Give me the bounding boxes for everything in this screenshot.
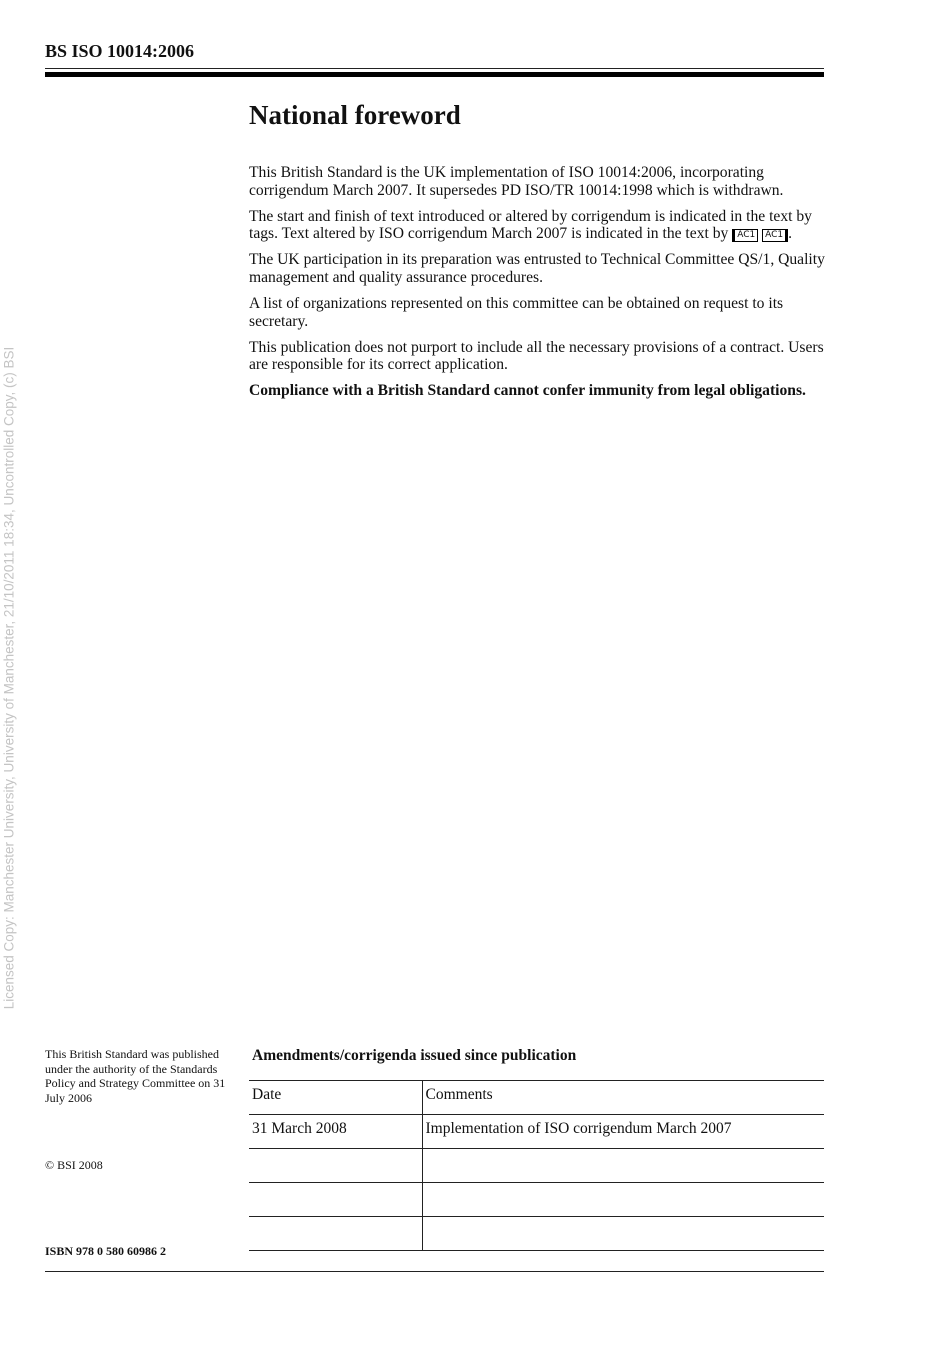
table-header-row <box>249 1081 824 1115</box>
date-cell <box>249 1149 422 1183</box>
corrigendum-close-tag: AC1 <box>762 229 788 242</box>
table-row <box>249 1217 824 1251</box>
paragraph: This British Standard is the UK implementation of ISO 10014:2006, incorporating corrigendum March 2007. It supersedes PD ISO/TR 10014:1998 which is withdrawn. <box>249 164 784 199</box>
document-id: BS ISO 10014:2006 <box>45 41 195 61</box>
table-row <box>249 1183 824 1217</box>
comments-cell <box>422 1149 824 1183</box>
amendments-heading: Amendments/corrigenda issued since publication <box>252 1047 577 1064</box>
paragraph: This publication does not purport to include all the necessary provisions of a contract. Users are responsible for its correct application. <box>249 338 824 374</box>
header-rule-thin <box>45 68 824 69</box>
date-cell <box>249 1217 422 1251</box>
date-cell <box>249 1183 422 1217</box>
paragraph: The UK participation in its preparation was entrusted to Technical Committee QS/1, Quality management and quality assurance procedures. <box>249 251 825 286</box>
column-header: Comments <box>422 1081 824 1115</box>
isbn: ISBN 978 0 580 60986 2 <box>45 1244 167 1258</box>
publication-note: This British Standard was published under the authority of the Standards Policy and Strategy Committee on 31 July 2006 <box>45 1047 226 1105</box>
amendments-table <box>249 1080 824 1251</box>
corrigendum-open-tag: AC1 <box>732 229 758 242</box>
compliance-notice: Compliance with a British Standard cannot confer immunity from legal obligations. <box>249 382 806 400</box>
license-watermark: Licensed Copy: Manchester University, University of Manchester, 21/10/2011 18:34, Uncontrolled Copy, (c) BSI <box>1 346 17 1010</box>
paragraph: A list of organizations represented on this committee can be obtained on request to its secretary. <box>249 295 784 330</box>
page-title: National foreword <box>249 100 461 130</box>
comments-cell <box>422 1217 824 1251</box>
table-row <box>249 1115 824 1149</box>
copyright: © BSI 2008 <box>45 1158 103 1172</box>
comments-cell <box>422 1183 824 1217</box>
comments-cell: Implementation of ISO corrigendum March 2007 <box>422 1115 824 1149</box>
footer-rule <box>45 1271 824 1272</box>
header-rule-thick <box>45 72 824 77</box>
table-row <box>249 1149 824 1183</box>
foreword-body <box>249 164 829 409</box>
date-cell: 31 March 2008 <box>249 1115 422 1149</box>
column-header: Date <box>249 1081 422 1115</box>
paragraph: The start and finish of text introduced or altered by corrigendum is indicated in the text by tags. Text altered by ISO corrigendum March 2007 is indicated in the text by AC1 AC1 . <box>249 207 812 243</box>
